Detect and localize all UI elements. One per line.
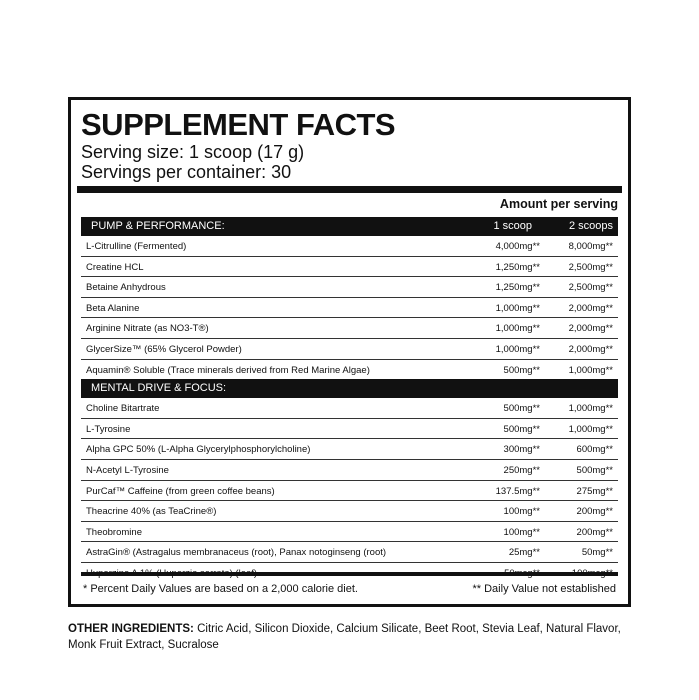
supplement-facts-panel [68,97,631,607]
table-row [81,398,618,419]
ingredient-name: PurCaf™ Caffeine (from green coffee beans) [86,485,275,497]
table-row [81,439,618,460]
amount-1-scoop: 4,000mg** [495,241,540,252]
amount-2-scoops: 2,000mg** [568,323,613,335]
amount-2-scoops: 50mg** [581,547,613,559]
table-row [81,542,618,563]
amount-1-scoop: 250mg** [503,464,540,476]
section-label: PUMP & PERFORMANCE: [91,220,225,232]
amount-1-scoop: 500mg** [503,364,540,376]
footer-divider [81,572,618,576]
ingredient-name: Aquamin® Soluble (Trace minerals derived from Red Marine Algae) [86,364,370,376]
table-row [81,339,618,360]
amount-1-scoop: 1,250mg** [495,261,540,273]
table-row [81,501,618,522]
amount-2-scoops: 1,000mg** [568,403,613,415]
serving-size: Serving size: 1 scoop (17 g) [81,142,305,162]
amount-2-scoops: 2,500mg** [568,261,613,273]
other-ingredients [68,621,638,653]
amount-per-serving-heading: Amount per serving [499,197,618,211]
table-row [81,298,618,319]
table-row [81,522,618,543]
amount-2-scoops: 500mg** [576,464,613,476]
ingredient-name: L-Tyrosine [86,423,131,435]
amount-2-scoops: 2,000mg** [568,343,613,355]
ingredient-name: Beta Alanine [86,302,140,314]
amount-2-scoops: 200mg** [576,506,613,518]
ingredient-name: Betaine Anhydrous [86,282,166,294]
amount-2-scoops: 8,000mg** [568,241,613,252]
section-header-mental [81,379,618,398]
table-row [81,360,618,380]
section-header-pump [81,217,618,236]
table-row [81,236,618,257]
ingredient-name: GlycerSize™ (65% Glycerol Powder) [86,343,242,355]
amount-2-scoops: 1,000mg** [568,423,613,435]
panel-title: SUPPLEMENT FACTS [81,107,396,142]
ingredient-name: Creatine HCL [86,261,144,273]
amount-1-scoop: 1,000mg** [495,302,540,314]
amount-1-scoop: 500mg** [503,403,540,415]
amount-1-scoop: 100mg** [503,506,540,518]
amount-1-scoop: 1,000mg** [495,343,540,355]
servings-per-container: Servings per container: 30 [81,162,292,182]
ingredient-name: AstraGin® (Astragalus membranaceus (root), Panax notoginseng (root) [86,547,387,559]
facts-table [81,217,618,583]
table-row [81,419,618,440]
other-ingredients-label: OTHER INGREDIENTS: [68,623,194,635]
ingredient-name: Arginine Nitrate (as NO3-T®) [86,323,209,335]
amount-1-scoop: 100mg** [503,526,540,538]
table-row [81,318,618,339]
ingredient-name: Alpha GPC 50% (L-Alpha Glycerylphosphorylcholine) [86,444,311,456]
amount-1-scoop: 500mg** [503,423,540,435]
amount-1-scoop: 1,000mg** [495,323,540,335]
amount-2-scoops: 200mg** [576,526,613,538]
table-row [81,460,618,481]
section-label: MENTAL DRIVE & FOCUS: [91,382,227,395]
thick-divider [77,186,622,193]
footnote-daily-values: * Percent Daily Values are based on a 2,000 calorie diet. [83,583,358,595]
ingredient-name: Theacrine 40% (as TeaCrine®) [86,506,217,518]
amount-1-scoop: 137.5mg** [495,485,540,497]
amount-1-scoop: 25mg** [508,547,540,559]
footnote-not-established: ** Daily Value not established [472,583,616,595]
ingredient-name: Choline Bitartrate [86,403,160,415]
amount-1-scoop: 300mg** [503,444,540,456]
ingredient-name: Theobromine [86,526,142,538]
amount-2-scoops: 2,500mg** [568,282,613,294]
amount-2-scoops: 275mg** [576,485,613,497]
amount-1-scoop: 1,250mg** [495,282,540,294]
column-header-2-scoops: 2 scoops [568,220,613,232]
ingredient-name: N-Acetyl L-Tyrosine [86,464,169,476]
column-header-1-scoop: 1 scoop [493,220,532,232]
table-row [81,277,618,298]
ingredient-name: L-Citrulline (Fermented) [86,241,187,252]
amount-2-scoops: 2,000mg** [568,302,613,314]
table-row [81,481,618,502]
other-ingredients-list: Citric Acid, Silicon Dioxide, Calcium Silicate, Beet Root, Stevia Leaf, Natural Flavor, Monk Fruit Extract, Sucralose [68,623,621,651]
amount-2-scoops: 1,000mg** [568,364,613,376]
amount-2-scoops: 600mg** [576,444,613,456]
table-row [81,257,618,278]
